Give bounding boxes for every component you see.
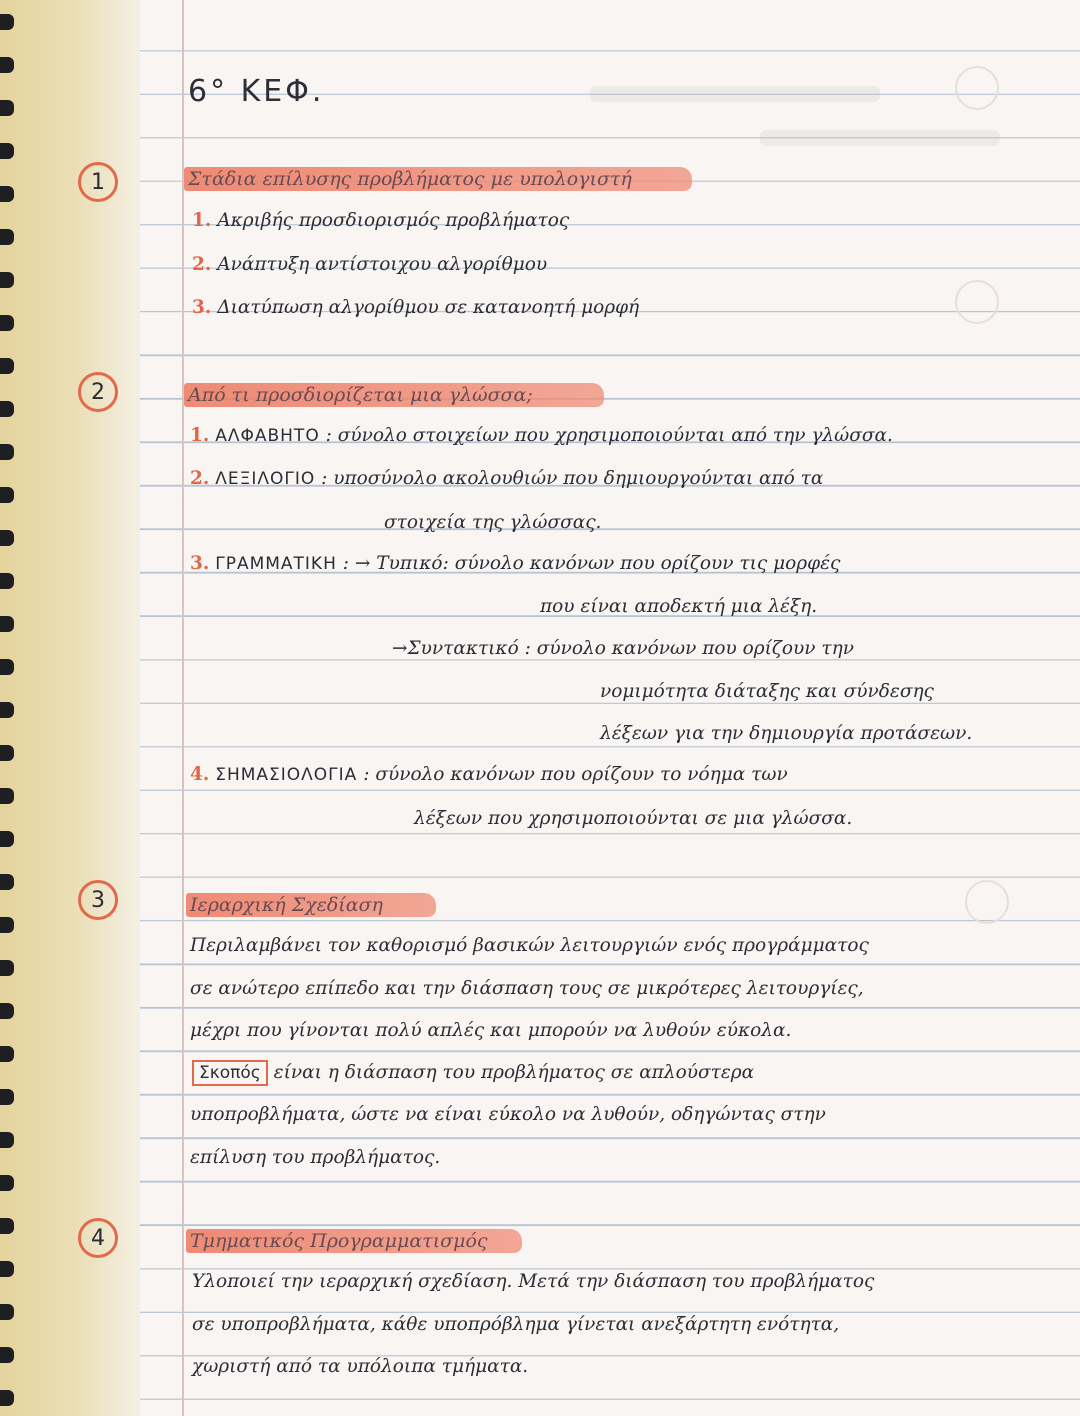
term: ΣΗΜΑΣΙΟΛΟΓΙΑ <box>215 765 358 785</box>
separator: : <box>442 553 449 574</box>
binding-hole <box>0 1390 14 1406</box>
paragraph-text: είναι η διάσπαση του προβλήματος σε απλούστερα <box>273 1062 755 1083</box>
definition-item <box>190 764 788 785</box>
binding-hole <box>0 702 14 718</box>
paragraph-line: χωριστή από τα υπόλοιπα τμήματα. <box>192 1356 529 1377</box>
binding-hole <box>0 1347 14 1363</box>
binding-hole <box>0 1003 14 1019</box>
separator: : <box>524 638 531 659</box>
item-number: 4. <box>190 764 210 785</box>
binding-hole <box>0 659 14 675</box>
binding-hole <box>0 401 14 417</box>
definition-continuation: που είναι αποδεκτή μια λέξη. <box>540 596 818 617</box>
binding-hole <box>0 1218 14 1234</box>
binding-hole <box>0 444 14 460</box>
definition-text: σύνολο κανόνων που ορίζουν τις μορφές <box>454 553 841 574</box>
section-heading: Στάδια επίλυσης προβλήματος με υπολογιστή <box>188 168 632 190</box>
list-item <box>192 254 547 275</box>
section-number-badge: 3 <box>78 880 118 920</box>
binding-hole <box>0 745 14 761</box>
binding-hole <box>0 1175 14 1191</box>
paragraph-line <box>192 1062 754 1083</box>
item-number: 2. <box>190 468 210 489</box>
definition-text: σύνολο στοιχείων που χρησιμοποιούνται από την γλώσσα. <box>337 425 893 446</box>
binding-hole <box>0 874 14 890</box>
definition-text: σύνολο κανόνων που ορίζουν την <box>536 638 854 659</box>
section-number-badge: 4 <box>78 1218 118 1258</box>
sub-term: Τυπικό <box>376 553 443 574</box>
binding-hole <box>0 358 14 374</box>
term: ΑΛΦΑΒΗΤΟ <box>215 426 320 446</box>
bleed-through-circle <box>965 880 1009 924</box>
section-heading: Από τι προσδιορίζεται μια γλώσσα; <box>188 384 533 406</box>
binding-hole <box>0 186 14 202</box>
paragraph-line: μέχρι που γίνονται πολύ απλές και μπορούν να λυθούν εύκολα. <box>190 1020 792 1041</box>
definition-continuation: λέξεων που χρησιμοποιούνται σε μια γλώσσα. <box>414 808 853 829</box>
separator: : <box>325 425 332 446</box>
binding-hole <box>0 831 14 847</box>
arrow-icon: → <box>392 638 408 659</box>
binding-hole <box>0 143 14 159</box>
separator: : <box>321 468 328 489</box>
item-number: 1. <box>192 210 212 231</box>
sub-term: Συντακτικό <box>407 638 519 659</box>
list-item <box>192 297 639 318</box>
binding-hole <box>0 530 14 546</box>
section-number-badge: 2 <box>78 372 118 412</box>
separator: : <box>342 553 349 574</box>
section-heading: Τμηματικός Προγραμματισμός <box>190 1230 488 1252</box>
definition-continuation: στοιχεία της γλώσσας. <box>384 512 602 533</box>
bleed-through-circle <box>955 280 999 324</box>
definition-item <box>190 468 823 489</box>
page-title: 6° ΚΕΦ. <box>188 74 325 109</box>
binding-hole <box>0 573 14 589</box>
item-number: 2. <box>192 254 212 275</box>
binding-hole <box>0 229 14 245</box>
binding-hole <box>0 616 14 632</box>
binding-hole <box>0 1304 14 1320</box>
sub-definition <box>392 638 854 659</box>
binding-hole <box>0 917 14 933</box>
paragraph-line: σε ανώτερο επίπεδο και την διάσπαση τους σε μικρότερες λειτουργίες, <box>190 978 864 999</box>
binding-hole <box>0 315 14 331</box>
binding-hole <box>0 57 14 73</box>
bleed-through-mark <box>760 130 1000 146</box>
definition-item <box>190 425 893 446</box>
boxed-keyword: Σκοπός <box>192 1060 268 1086</box>
definition-continuation: λέξεων για την δημιουργία προτάσεων. <box>600 723 973 744</box>
arrow-icon: → <box>354 553 371 574</box>
item-number: 3. <box>190 553 210 574</box>
list-item <box>192 210 569 231</box>
definition-text: σύνολο κανόνων που ορίζουν το νόημα των <box>375 764 788 785</box>
binding-hole <box>0 788 14 804</box>
term: ΛΕΞΙΛΟΓΙΟ <box>215 469 316 489</box>
section-number-badge: 1 <box>78 162 118 202</box>
term: ΓΡΑΜΜΑΤΙΚΗ <box>215 554 337 574</box>
section-heading: Ιεραρχική Σχεδίαση <box>190 894 383 916</box>
definition-item <box>190 553 840 574</box>
paragraph-line: σε υποπροβλήματα, κάθε υποπρόβλημα γίνεται ανεξάρτητη ενότητα, <box>192 1314 840 1335</box>
item-text: Διατύπωση αλγορίθμου σε κατανοητή μορφή <box>217 297 640 318</box>
binding-hole <box>0 487 14 503</box>
paragraph-line: Υλοποιεί την ιεραρχική σχεδίαση. Μετά την διάσπαση του προβλήματος <box>192 1271 875 1292</box>
separator: : <box>363 764 370 785</box>
definition-continuation: νομιμότητα διάταξης και σύνδεσης <box>600 681 934 702</box>
bleed-through-circle <box>955 66 999 110</box>
bleed-through-mark <box>590 86 880 102</box>
binding-hole <box>0 14 14 30</box>
item-number: 3. <box>192 297 212 318</box>
definition-text: υποσύνολο ακολουθιών που δημιουργούνται από τα <box>333 468 824 489</box>
margin-line <box>182 0 184 1416</box>
binding-hole <box>0 960 14 976</box>
paragraph-line: υποπροβλήματα, ώστε να είναι εύκολο να λυθούν, οδηγώντας στην <box>190 1104 826 1125</box>
item-text: Ακριβής προσδιορισμός προβλήματος <box>217 210 570 231</box>
binding-hole <box>0 1089 14 1105</box>
binding-hole <box>0 1261 14 1277</box>
binding-hole <box>0 1132 14 1148</box>
binding-hole <box>0 272 14 288</box>
item-number: 1. <box>190 425 210 446</box>
item-text: Ανάπτυξη αντίστοιχου αλγορίθμου <box>217 254 548 275</box>
binding-hole <box>0 100 14 116</box>
binding-hole <box>0 1046 14 1062</box>
paragraph-line: Περιλαμβάνει τον καθορισμό βασικών λειτουργιών ενός προγράμματος <box>190 935 869 956</box>
paragraph-line: επίλυση του προβλήματος. <box>190 1147 441 1168</box>
spiral-binding <box>0 0 140 1416</box>
